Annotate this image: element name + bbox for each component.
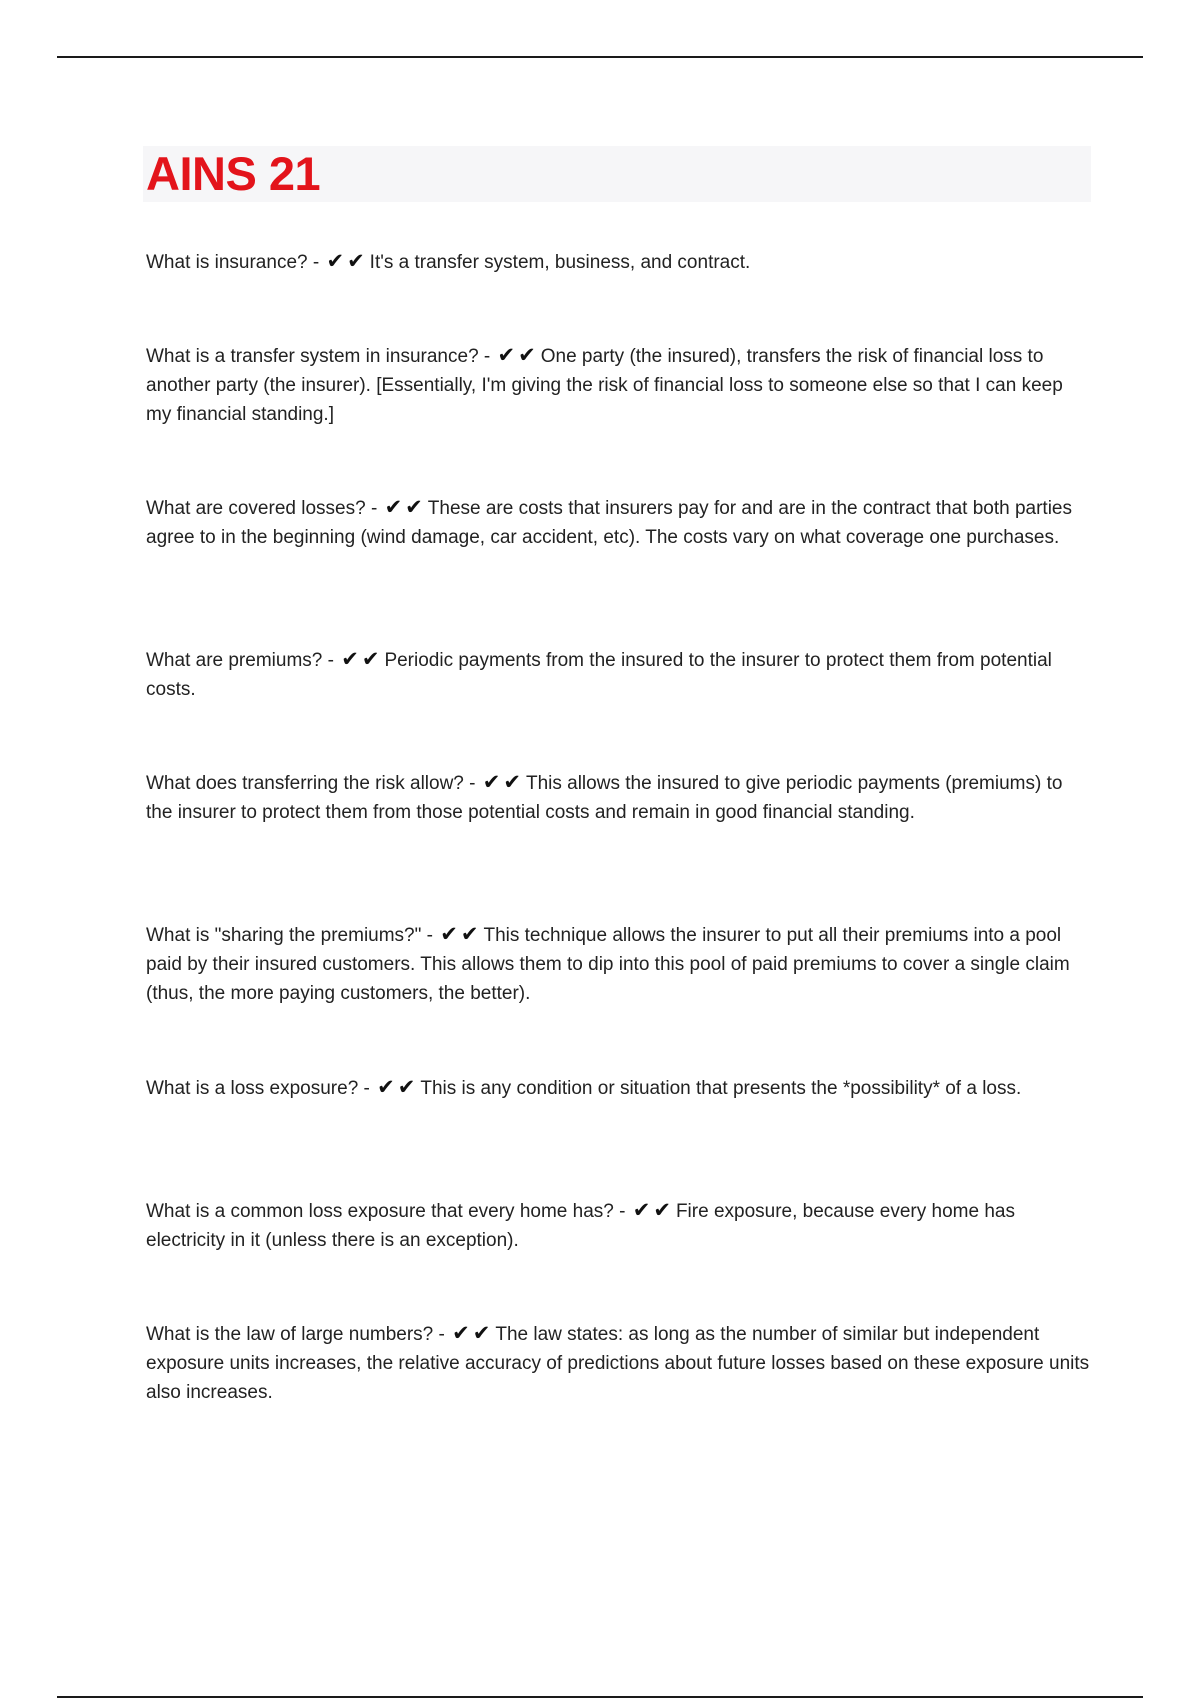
double-check-icon: ✔✔: [341, 648, 383, 671]
question-text: What is insurance?: [146, 252, 308, 273]
document-title: AINS 21: [146, 147, 321, 200]
separator: -: [463, 773, 481, 794]
double-check-icon: ✔✔: [632, 1199, 674, 1222]
answer-text: These are costs that insurers pay for and are in the contract that both parties agree to in the beginning (wind damage, car accident, etc). The costs vary on what coverage one purchases.: [146, 498, 1073, 548]
separator: -: [307, 252, 325, 273]
double-check-icon: ✔✔: [482, 771, 524, 794]
question-text: What is "sharing the premiums?": [146, 925, 422, 946]
question-text: What is a transfer system in insurance?: [146, 346, 479, 367]
answer-text: This technique allows the insurer to put all their premiums into a pool paid by their insured customers. This allows them to dip into this pool of paid premiums to cover a single claim (thus, the more paying customers, the better).: [146, 925, 1070, 1004]
qa-item: [146, 1319, 1090, 1407]
qa-item: [146, 1196, 1090, 1255]
double-check-icon: ✔✔: [326, 250, 368, 273]
top-rule: [57, 56, 1143, 58]
double-check-icon: ✔✔: [452, 1322, 494, 1345]
question-text: What are covered losses?: [146, 498, 366, 519]
qa-item: [146, 920, 1090, 1008]
double-check-icon: ✔✔: [384, 496, 426, 519]
qa-item: [146, 1073, 1090, 1103]
question-text: What is a loss exposure?: [146, 1078, 359, 1099]
answer-text: This is any condition or situation that presents the *possibility* of a loss.: [420, 1078, 1022, 1099]
answer-text: One party (the insured), transfers the risk of financial loss to another party (the insurer). [Essentially, I'm giving the risk of financial loss to someone else so that I can keep my financial standing.]: [146, 346, 1063, 425]
question-text: What is the law of large numbers?: [146, 1324, 434, 1345]
qa-item: [146, 768, 1090, 827]
double-check-icon: ✔✔: [497, 344, 539, 367]
qa-item: [146, 247, 1090, 277]
answer-text: Periodic payments from the insured to the insurer to protect them from potential costs.: [146, 650, 1052, 700]
qa-item: [146, 493, 1090, 552]
answer-text: This allows the insured to give periodic payments (premiums) to the insurer to protect them from those potential costs and remain in good financial standing.: [146, 773, 1063, 823]
qa-item: [146, 341, 1090, 429]
answer-text: It's a transfer system, business, and contract.: [369, 252, 751, 273]
separator: -: [433, 1324, 451, 1345]
question-text: What is a common loss exposure that every home has?: [146, 1201, 614, 1222]
separator: -: [365, 498, 383, 519]
bottom-rule: [57, 1696, 1143, 1698]
separator: -: [358, 1078, 376, 1099]
double-check-icon: ✔✔: [440, 923, 482, 946]
double-check-icon: ✔✔: [377, 1076, 419, 1099]
question-text: What does transferring the risk allow?: [146, 773, 464, 794]
separator: -: [421, 925, 439, 946]
separator: -: [322, 650, 340, 671]
qa-item: [146, 645, 1090, 704]
separator: -: [613, 1201, 631, 1222]
answer-text: Fire exposure, because every home has electricity in it (unless there is an exception).: [146, 1201, 1015, 1251]
separator: -: [478, 346, 496, 367]
question-text: What are premiums?: [146, 650, 323, 671]
answer-text: The law states: as long as the number of similar but independent exposure units increases, the relative accuracy of predictions about future losses based on these exposure units also increases.: [146, 1324, 1090, 1403]
